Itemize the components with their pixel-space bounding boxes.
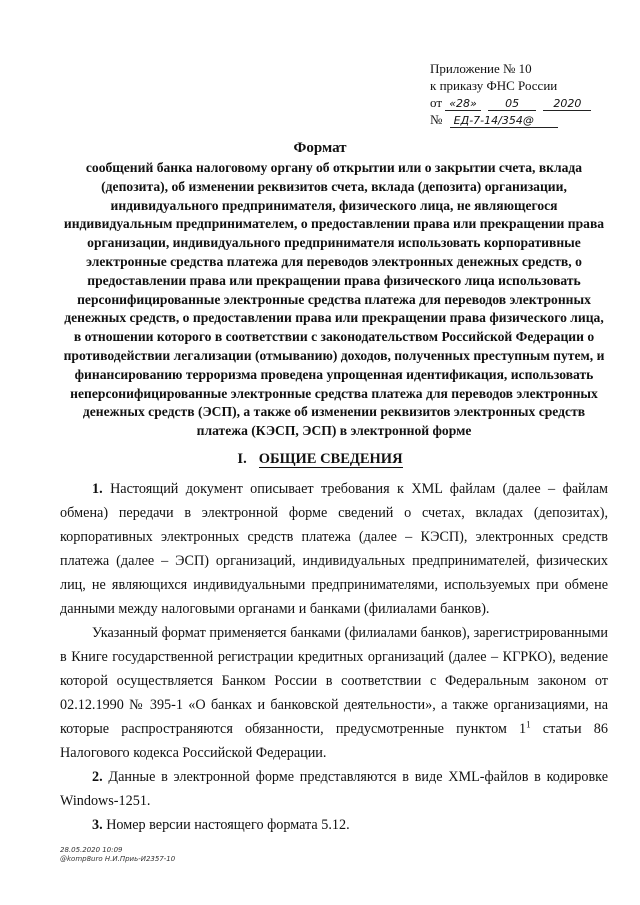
- appendix-date: [430, 94, 591, 111]
- section-heading: [0, 450, 640, 468]
- paragraph-3: [60, 765, 608, 813]
- date-year: 2020: [543, 98, 591, 111]
- paragraph-3-number: 2.: [92, 769, 103, 785]
- appendix-block: [430, 60, 591, 128]
- stamp-line-2: @komp8uro Н.И.Приь-И2357-10: [60, 855, 176, 863]
- date-month: 05: [488, 98, 536, 111]
- date-day: «28»: [445, 98, 481, 111]
- paragraph-4-text: Номер версии настоящего формата 5.12.: [106, 817, 350, 833]
- number-prefix: №: [430, 112, 443, 127]
- paragraph-1-number: 1.: [92, 481, 103, 497]
- registration-stamp: [60, 846, 175, 864]
- paragraph-4-number: 3.: [92, 817, 103, 833]
- paragraph-2-superscript: 1: [526, 719, 531, 730]
- paragraph-4: [60, 813, 608, 837]
- appendix-number: [430, 111, 591, 128]
- appendix-line-1: Приложение № 10: [430, 61, 532, 76]
- stamp-line-1: 28.05.2020 10:09: [60, 846, 123, 854]
- paragraph-2: [60, 621, 608, 765]
- paragraph-3-text: Данные в электронной форме представляются в виде XML-файлов в кодировке Windows-1251.: [60, 769, 608, 809]
- date-prefix: от: [430, 95, 443, 110]
- document-title: Формат: [293, 140, 347, 156]
- paragraph-1-text: Настоящий документ описывает требования к XML файлам (далее – файлам обмена) передачи в электронной форме сведений о счетах, вкладах (депозитах), корпоративных электронных средств платежа (далее – КЭСП), электронных средств платежа (далее – ЭСП) организаций, индивидуальных предпринимателей, физических лиц, не являющихся индивидуальными предпринимателями, используемых при обмене данными между налоговыми органами и банками (филиалами банков).: [60, 481, 609, 617]
- section-number: I.: [237, 451, 247, 467]
- document-subtitle: сообщений банка налоговому органу об открытии или о закрытии счета, вклада (депозита), об изменении реквизитов счета, вклада (депозита) организации, индивидуального предпринимателя, физического лица, не являющегося индивидуальным предпринимателем, о предоставлении права или прекращении права организации, индивидуального предпринимателя использовать корпоративные электронные средства платежа для переводов электронных денежных средств, о предоставлении права или прекращении права физического лица использовать персонифицированные электронные средства платежа для переводов электронных денежных средств, о предоставлении права или прекращении права физического лица, в отношении которого в соответствии с законодательством Российской Федерации о противодействии легализации (отмыванию) доходов, полученных преступным путем, и финансированию терроризма проведена упрощенная идентификация, использовать неперсонифицированные электронные средства платежа для переводов электронных денежных средств (ЭСП), а также об изменении реквизитов электронных средств платежа (КЭСП, ЭСП) в электронной форме: [63, 160, 605, 439]
- paragraph-2-text-b: статьи 86 Налогового кодекса Российской Федерации.: [60, 721, 608, 761]
- appendix-line-2: к приказу ФНС России: [430, 78, 558, 93]
- paragraph-2-text-a: Указанный формат применяется банками (филиалами банков), зарегистрированными в Книге государственной регистрации кредитных организаций (далее – КГРКО), ведение которой осуществляется Банком России в соответствии с Федеральным законом от 02.12.1990 № 395-1 «О банках и банковской деятельности», а также организациями, на которые распространяются обязанности, предусмотренные пунктом 1: [60, 625, 608, 737]
- paragraph-1: [60, 477, 608, 621]
- order-number: ЕД-7-14/354@: [450, 115, 558, 128]
- section-title: ОБЩИЕ СВЕДЕНИЯ: [258, 451, 403, 467]
